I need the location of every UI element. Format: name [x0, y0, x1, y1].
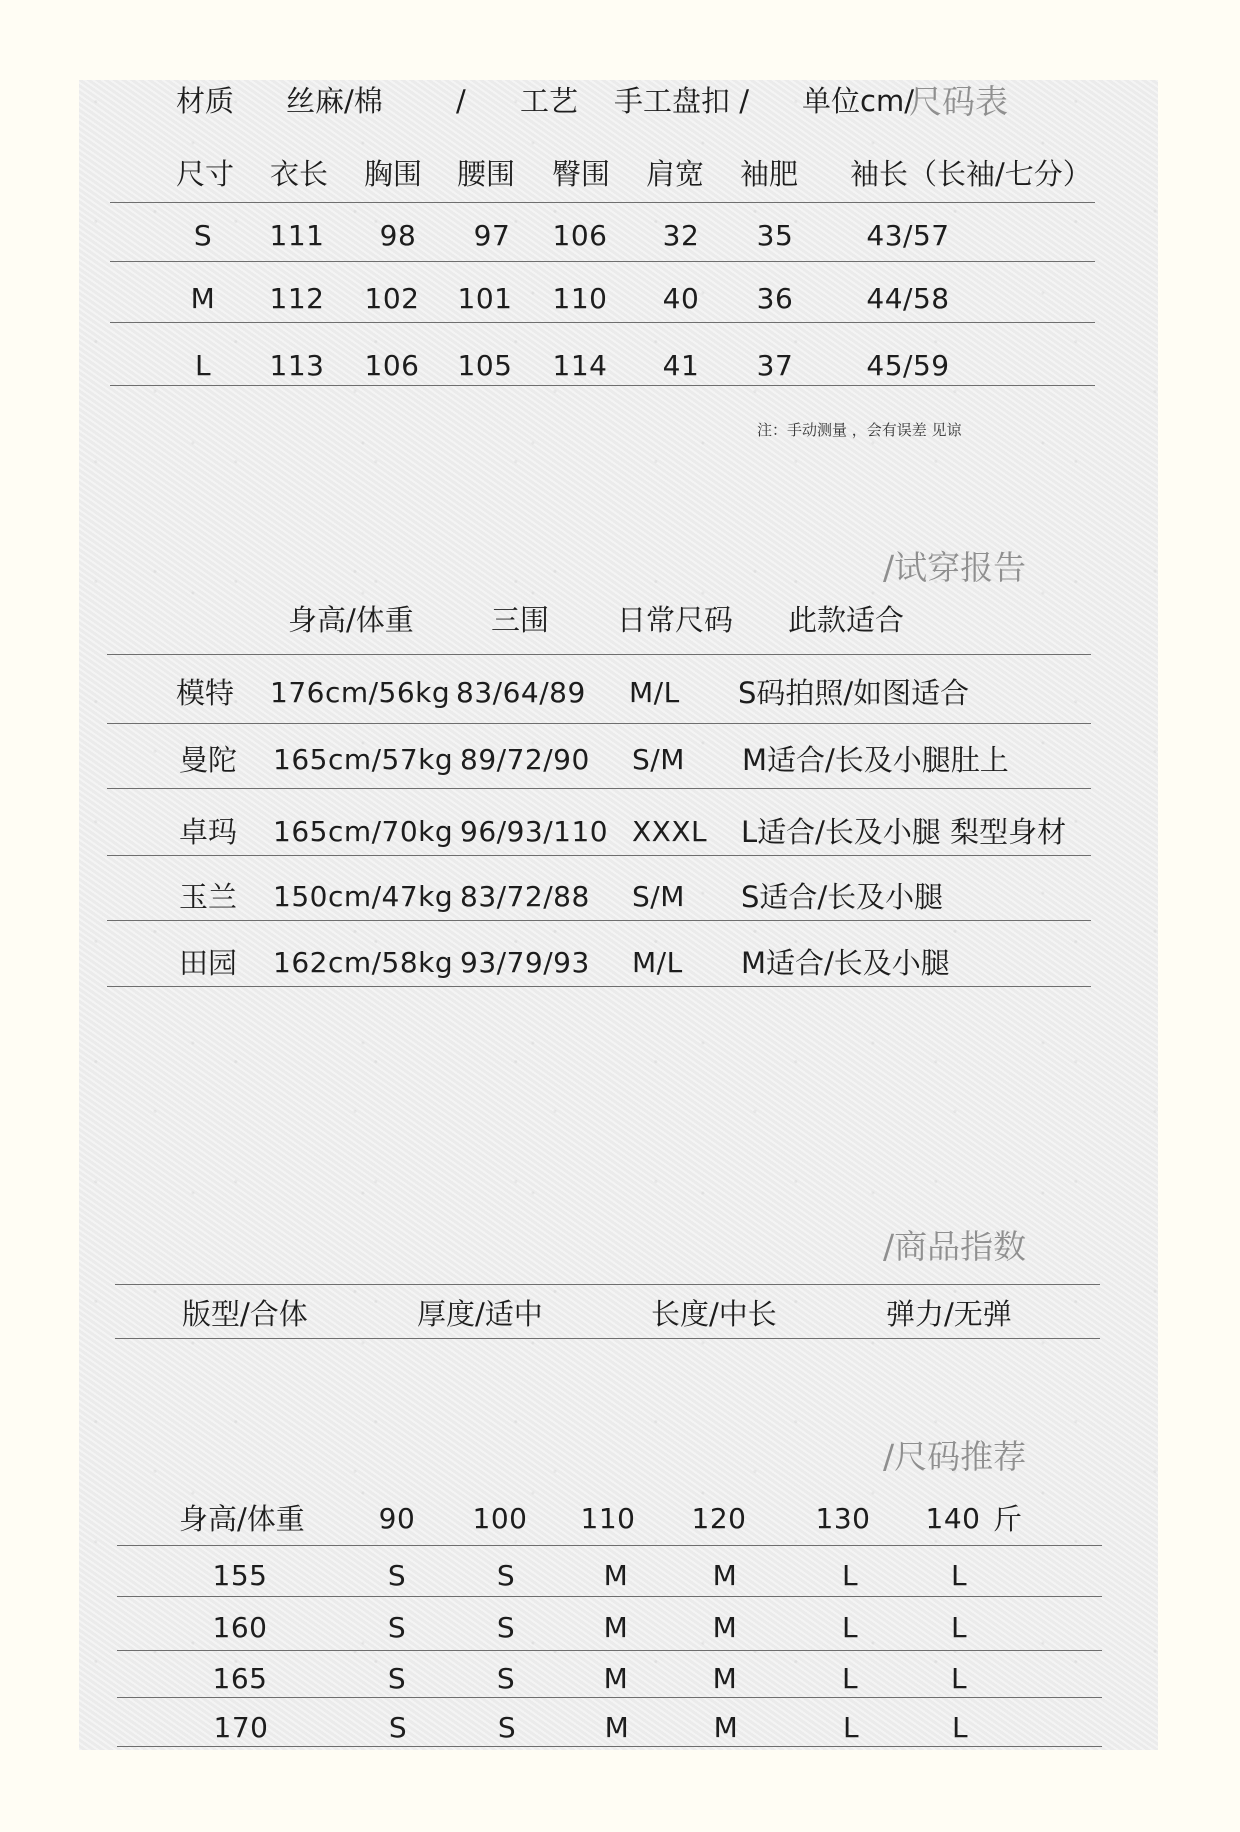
col-header: 120 [691, 1502, 747, 1535]
table-cell: 89/72/90 [460, 743, 590, 776]
table-cell: M/L [632, 946, 683, 979]
table-cell: 114 [552, 349, 608, 382]
table-cell: 106 [552, 219, 608, 252]
separator: / [456, 84, 466, 118]
table-cell: S码拍照/如图适合 [738, 676, 970, 710]
col-header: 腰围 [457, 157, 516, 191]
table-cell: 111 [269, 219, 325, 252]
material-label: 材质 [176, 84, 235, 118]
craft-label: 工艺 [520, 84, 579, 118]
size-recommendation-title: /尺码推荐 [883, 1437, 1027, 1476]
divider [107, 723, 1091, 724]
table-cell: L [842, 1711, 860, 1744]
table-cell: 83/64/89 [456, 676, 586, 709]
table-cell: 37 [756, 349, 794, 382]
unit-label: 单位cm/ [802, 84, 914, 118]
table-cell: 32 [662, 219, 700, 252]
table-cell: 101 [457, 282, 513, 315]
model-name: 玉兰 [179, 880, 238, 914]
table-cell: 155 [212, 1559, 268, 1592]
table-cell: S [193, 219, 213, 252]
measurement-note: 注：手动测量 ，会有误差 见谅 [757, 421, 962, 439]
col-header: 身高/体重 [288, 603, 414, 637]
col-header: 衣长 [270, 157, 329, 191]
table-cell: 93/79/93 [460, 946, 590, 979]
table-cell: S [497, 1711, 517, 1744]
table-cell: S适合/长及小腿 [741, 880, 944, 914]
divider [110, 202, 1095, 203]
table-cell: M [712, 1611, 738, 1644]
table-cell: 165cm/57kg [273, 743, 454, 776]
table-cell: 96/93/110 [460, 815, 609, 848]
table-cell: S [387, 1662, 407, 1695]
model-name: 田园 [179, 946, 238, 980]
col-header: 尺寸 [176, 157, 235, 191]
divider [107, 788, 1091, 789]
index-item: 长度/中长 [651, 1297, 777, 1331]
unit-jin: 斤 [993, 1502, 1023, 1536]
table-cell: L [950, 1611, 968, 1644]
table-cell: L [950, 1559, 968, 1592]
table-cell: 112 [269, 282, 325, 315]
col-header: 胸围 [364, 157, 423, 191]
divider [107, 920, 1091, 921]
table-cell: L [841, 1559, 859, 1592]
divider [115, 1338, 1100, 1339]
table-cell: 45/59 [866, 349, 950, 382]
divider [117, 1650, 1102, 1651]
table-cell: 160 [212, 1611, 268, 1644]
table-cell: L [950, 1662, 968, 1695]
table-cell: 176cm/56kg [270, 676, 451, 709]
col-header: 日常尺码 [617, 603, 734, 637]
divider [117, 1596, 1102, 1597]
col-header: 110 [580, 1502, 636, 1535]
fitting-report-title: /试穿报告 [883, 548, 1027, 587]
table-cell: S [388, 1711, 408, 1744]
table-cell: L [951, 1711, 969, 1744]
table-cell: 83/72/88 [460, 880, 590, 913]
divider [115, 1284, 1100, 1285]
table-cell: 150cm/47kg [273, 880, 454, 913]
table-cell: 97 [473, 219, 511, 252]
table-cell: 35 [756, 219, 794, 252]
model-name: 卓玛 [179, 815, 238, 849]
material-value: 丝麻/棉 [286, 84, 383, 118]
table-cell: M适合/长及小腿 [741, 946, 950, 980]
table-cell: 102 [364, 282, 420, 315]
table-cell: M [190, 282, 216, 315]
table-cell: S [496, 1611, 516, 1644]
table-cell: 98 [379, 219, 417, 252]
table-cell: 165 [212, 1662, 268, 1695]
craft-value: 手工盘扣 / [614, 84, 749, 118]
model-name: 曼陀 [179, 743, 238, 777]
col-header: 140 [925, 1502, 981, 1535]
table-cell: 106 [364, 349, 420, 382]
table-cell: L [841, 1662, 859, 1695]
table-cell: 113 [269, 349, 325, 382]
table-cell: M [603, 1662, 629, 1695]
col-header: 90 [378, 1502, 416, 1535]
table-cell: M [713, 1711, 739, 1744]
table-cell: S [387, 1559, 407, 1592]
table-cell: 105 [457, 349, 513, 382]
table-cell: M适合/长及小腿肚上 [742, 743, 1009, 777]
size-guide-sheet [79, 80, 1158, 1750]
table-cell: 44/58 [866, 282, 950, 315]
col-header: 袖长（长袖/七分） [850, 157, 1092, 191]
divider [110, 385, 1095, 386]
table-cell: M [712, 1662, 738, 1695]
divider [107, 986, 1091, 987]
model-name: 模特 [176, 676, 235, 710]
col-header: 三围 [491, 603, 550, 637]
table-cell: S [496, 1662, 516, 1695]
divider [117, 1746, 1102, 1747]
col-header: 袖肥 [740, 157, 799, 191]
index-item: 版型/合体 [182, 1297, 308, 1331]
table-cell: XXXL [632, 815, 708, 848]
col-header: 身高/体重 [179, 1502, 305, 1536]
table-cell: 170 [213, 1711, 269, 1744]
divider [107, 654, 1091, 655]
table-cell: 41 [662, 349, 700, 382]
table-cell: L适合/长及小腿 梨型身材 [741, 815, 1067, 849]
table-cell: M [603, 1559, 629, 1592]
col-header: 肩宽 [646, 157, 705, 191]
table-cell: M [604, 1711, 630, 1744]
col-header: 臀围 [552, 157, 611, 191]
table-cell: S/M [632, 743, 685, 776]
divider [117, 1545, 1102, 1546]
table-cell: 165cm/70kg [273, 815, 454, 848]
index-item: 弹力/无弹 [886, 1297, 1012, 1331]
table-cell: L [841, 1611, 859, 1644]
table-cell: 36 [756, 282, 794, 315]
table-cell: L [194, 349, 212, 382]
col-header: 此款适合 [788, 603, 905, 637]
divider [107, 855, 1091, 856]
table-cell: 43/57 [866, 219, 950, 252]
table-cell: 162cm/58kg [273, 946, 454, 979]
col-header: 130 [815, 1502, 871, 1535]
divider [110, 322, 1095, 323]
index-item: 厚度/适中 [417, 1297, 543, 1331]
product-index-title: /商品指数 [883, 1227, 1027, 1266]
table-cell: S [387, 1611, 407, 1644]
col-header: 100 [472, 1502, 528, 1535]
divider [117, 1697, 1102, 1698]
size-chart-title: 尺码表 [909, 82, 1008, 121]
table-cell: 110 [552, 282, 608, 315]
table-cell: M [712, 1559, 738, 1592]
divider [110, 261, 1095, 262]
table-cell: S/M [632, 880, 685, 913]
table-cell: 40 [662, 282, 700, 315]
table-cell: M/L [629, 676, 680, 709]
table-cell: S [496, 1559, 516, 1592]
table-cell: M [603, 1611, 629, 1644]
